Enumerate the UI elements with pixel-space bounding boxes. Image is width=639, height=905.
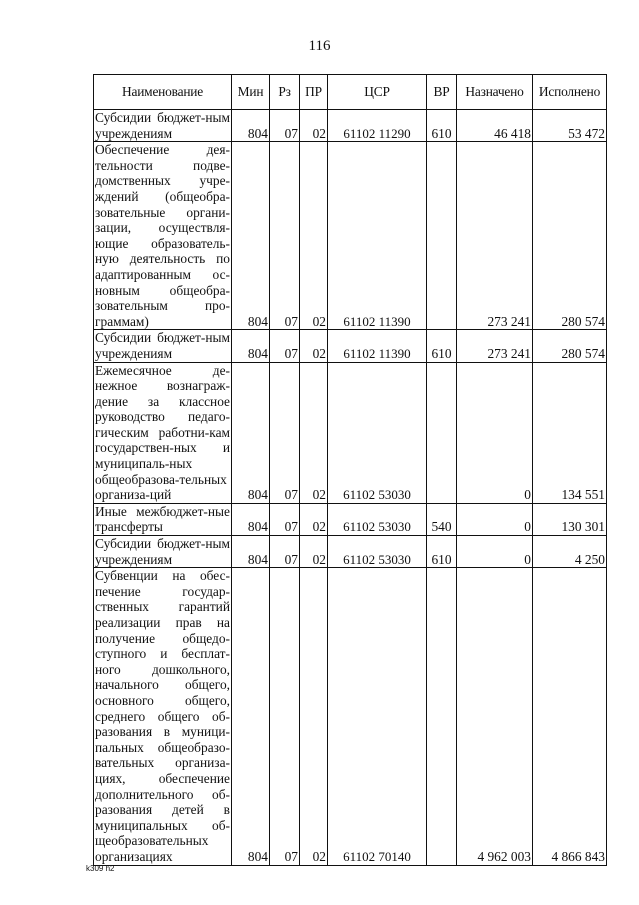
- row-pr: 02: [300, 330, 328, 362]
- row-min: 804: [232, 362, 270, 503]
- header-vr: ВР: [427, 75, 457, 110]
- row-assigned: 273 241: [457, 142, 533, 330]
- row-executed: 280 574: [533, 142, 607, 330]
- row-vr: [427, 142, 457, 330]
- row-min: 804: [232, 568, 270, 865]
- row-pr: 02: [300, 568, 328, 865]
- row-csr: 61102 11390: [328, 330, 427, 362]
- header-assigned: Назначено: [457, 75, 533, 110]
- row-csr: 61102 11390: [328, 142, 427, 330]
- table-row: [94, 110, 607, 142]
- row-name: Обеспечение дея-тельности подве-домственных учре-ждений (общеобра-зовательные органи-зации, осуществля-ющие образователь-ную деятельность по адаптированным ос-новным общеобра-зовательным про-граммам): [95, 142, 230, 329]
- row-vr: 610: [427, 110, 457, 142]
- header-csr: ЦСР: [328, 75, 427, 110]
- row-assigned: 46 418: [457, 110, 533, 142]
- row-name: Субсидии бюджет-ным учреждениям: [95, 330, 230, 361]
- row-csr: 61102 53030: [328, 362, 427, 503]
- row-rz: 07: [270, 362, 300, 503]
- header-min: Мин: [232, 75, 270, 110]
- budget-table: [93, 74, 607, 866]
- row-vr: 610: [427, 536, 457, 568]
- row-pr: 02: [300, 362, 328, 503]
- row-executed: 280 574: [533, 330, 607, 362]
- row-min: 804: [232, 142, 270, 330]
- row-executed: 134 551: [533, 362, 607, 503]
- row-assigned: 0: [457, 503, 533, 535]
- row-csr: 61102 11290: [328, 110, 427, 142]
- row-name: Ежемесячное де-нежное вознаграж-дение за классное руководство педаго-гическим работни-кам государствен-ных и муниципаль-ных общеобразова-тельных организа-ций: [95, 362, 230, 503]
- table-row: [94, 362, 607, 503]
- row-assigned: 4 962 003: [457, 568, 533, 865]
- table-row: [94, 568, 607, 865]
- row-min: 804: [232, 503, 270, 535]
- header-executed: Исполнено: [533, 75, 607, 110]
- row-min: 804: [232, 110, 270, 142]
- row-assigned: 0: [457, 536, 533, 568]
- row-csr: 61102 53030: [328, 503, 427, 535]
- row-rz: 07: [270, 536, 300, 568]
- row-name: Субсидии бюджет-ным учреждениям: [95, 536, 230, 567]
- row-rz: 07: [270, 330, 300, 362]
- row-csr: 61102 53030: [328, 536, 427, 568]
- footer-code: k309 h2: [86, 864, 115, 873]
- row-min: 804: [232, 330, 270, 362]
- row-pr: 02: [300, 536, 328, 568]
- table-row: [94, 142, 607, 330]
- row-rz: 07: [270, 110, 300, 142]
- page-number: 116: [308, 38, 331, 54]
- row-rz: 07: [270, 142, 300, 330]
- header-name: Наименование: [94, 75, 232, 110]
- row-pr: 02: [300, 110, 328, 142]
- row-min: 804: [232, 536, 270, 568]
- table-row: [94, 330, 607, 362]
- row-rz: 07: [270, 503, 300, 535]
- row-vr: 540: [427, 503, 457, 535]
- row-pr: 02: [300, 142, 328, 330]
- row-vr: [427, 568, 457, 865]
- table-row: [94, 536, 607, 568]
- row-name: Субвенции на обес-печение государ-ственных гарантий реализации прав на получение общедо-ступного и бесплат-ного дошкольного, начального общего, основного общего, среднего общего об-разования в муници-пальных общеобразо-вательных организа-циях, обеспечение дополнительного об-разования детей в муниципальных об-щеобразовательных организациях: [95, 568, 230, 864]
- row-pr: 02: [300, 503, 328, 535]
- row-csr: 61102 70140: [328, 568, 427, 865]
- row-assigned: 273 241: [457, 330, 533, 362]
- row-executed: 53 472: [533, 110, 607, 142]
- row-name: Субсидии бюджет-ным учреждениям: [95, 110, 230, 141]
- row-vr: [427, 362, 457, 503]
- header-rz: Рз: [270, 75, 300, 110]
- header-pr: ПР: [300, 75, 328, 110]
- row-vr: 610: [427, 330, 457, 362]
- row-rz: 07: [270, 568, 300, 865]
- header-row: [94, 75, 607, 110]
- row-executed: 130 301: [533, 503, 607, 535]
- row-name: Иные межбюджет-ные трансферты: [95, 503, 230, 535]
- row-executed: 4 866 843: [533, 568, 607, 865]
- table-row: [94, 503, 607, 535]
- row-assigned: 0: [457, 362, 533, 503]
- row-executed: 4 250: [533, 536, 607, 568]
